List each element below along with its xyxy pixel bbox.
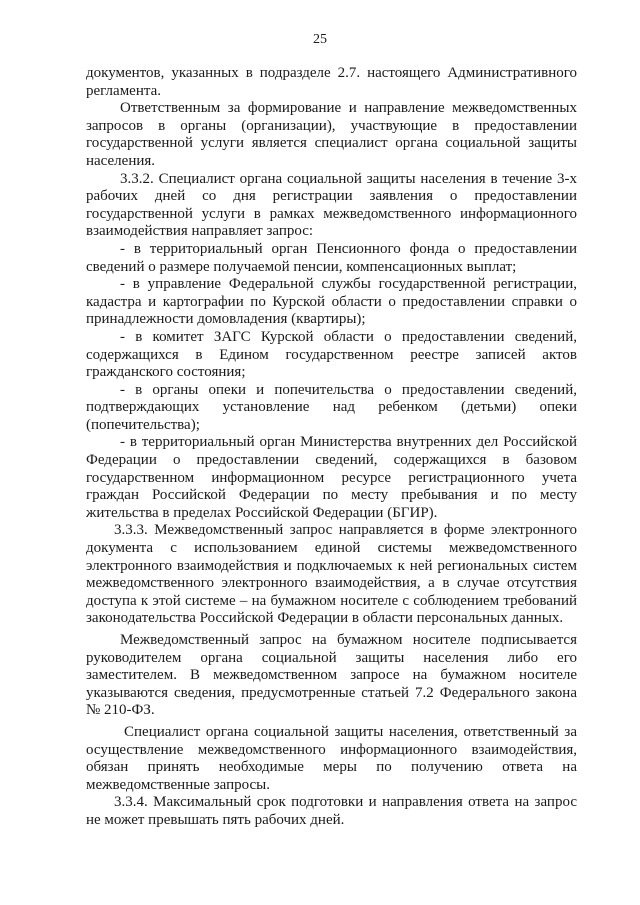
paragraph-specialist-duties: Специалист органа социальной защиты населения, ответственный за осуществление межведомственного информационного взаимодействия, обязан принять необходимые меры по получению ответа на межведомственные запросы. [86,723,577,793]
paragraph-paper-request: Межведомственный запрос на бумажном носителе подписывается руководителем органа социальной защиты населения либо его заместителем. В межведомственном запросе на бумажном носителе указываются сведения, предусмотренные статьей 7.2 Федерального закона № 210-ФЗ. [86,632,577,719]
paragraph-3-3-3: 3.3.3. Межведомственный запрос направляется в форме электронного документа с использованием единой системы межведомственного электронного взаимодействия и подключаемых к ней региональных систем межведомственного электронного взаимодействия, а в случае отсутствия доступа к этой системе – на бумажном носителе с соблюдением требований законодательства Российской Федерации в области персональных данных. [86,522,577,627]
paragraph-responsible-specialist: Ответственным за формирование и направление межведомственных запросов в органы (организации), участвующие в предоставлении государственной услуги является специалист органа социальной защиты населения. [86,100,577,169]
document-body [86,65,577,830]
list-item-zags: - в комитет ЗАГС Курской области о предоставлении сведений, содержащихся в Едином государственном реестре записей актов гражданского состояния; [86,328,577,381]
list-item-rosreestr: - в управление Федеральной службы государственной регистрации, кадастра и картографии по Курской области о предоставлении справки о принадлежности домовладения (квартиры); [86,276,577,328]
paragraph-3-3-4: 3.3.4. Максимальный срок подготовки и направления ответа на запрос не может превышать пять рабочих дней. [86,794,577,828]
list-item-pension-fund: - в территориальный орган Пенсионного фонда о предоставлении сведений о размере получаемой пенсии, компенсационных выплат; [86,240,577,275]
paragraph-3-3-2: 3.3.2. Специалист органа социальной защиты населения в течение 3-х рабочих дней со дня регистрации заявления о предоставлении государственной услуги в рамках межведомственного информационного взаимодействия направляет запрос: [86,170,577,240]
page-number: 25 [313,32,327,47]
list-item-guardianship: - в органы опеки и попечительства о предоставлении сведений, подтверждающих установление над ребенком (детьми) опеки (попечительства); [86,381,577,433]
paragraph-continuation: документов, указанных в подразделе 2.7. настоящего Административного регламента. [86,65,577,99]
list-item-interior-ministry: - в территориальный орган Министерства внутренних дел Российской Федерации о предоставлении сведений, содержащихся в базовом государственном информационном ресурсе регистрационного учета граждан Российской Федерации по месту пребывания и по месту жительства в пределах Российской Федерации (БГИР). [86,434,577,521]
